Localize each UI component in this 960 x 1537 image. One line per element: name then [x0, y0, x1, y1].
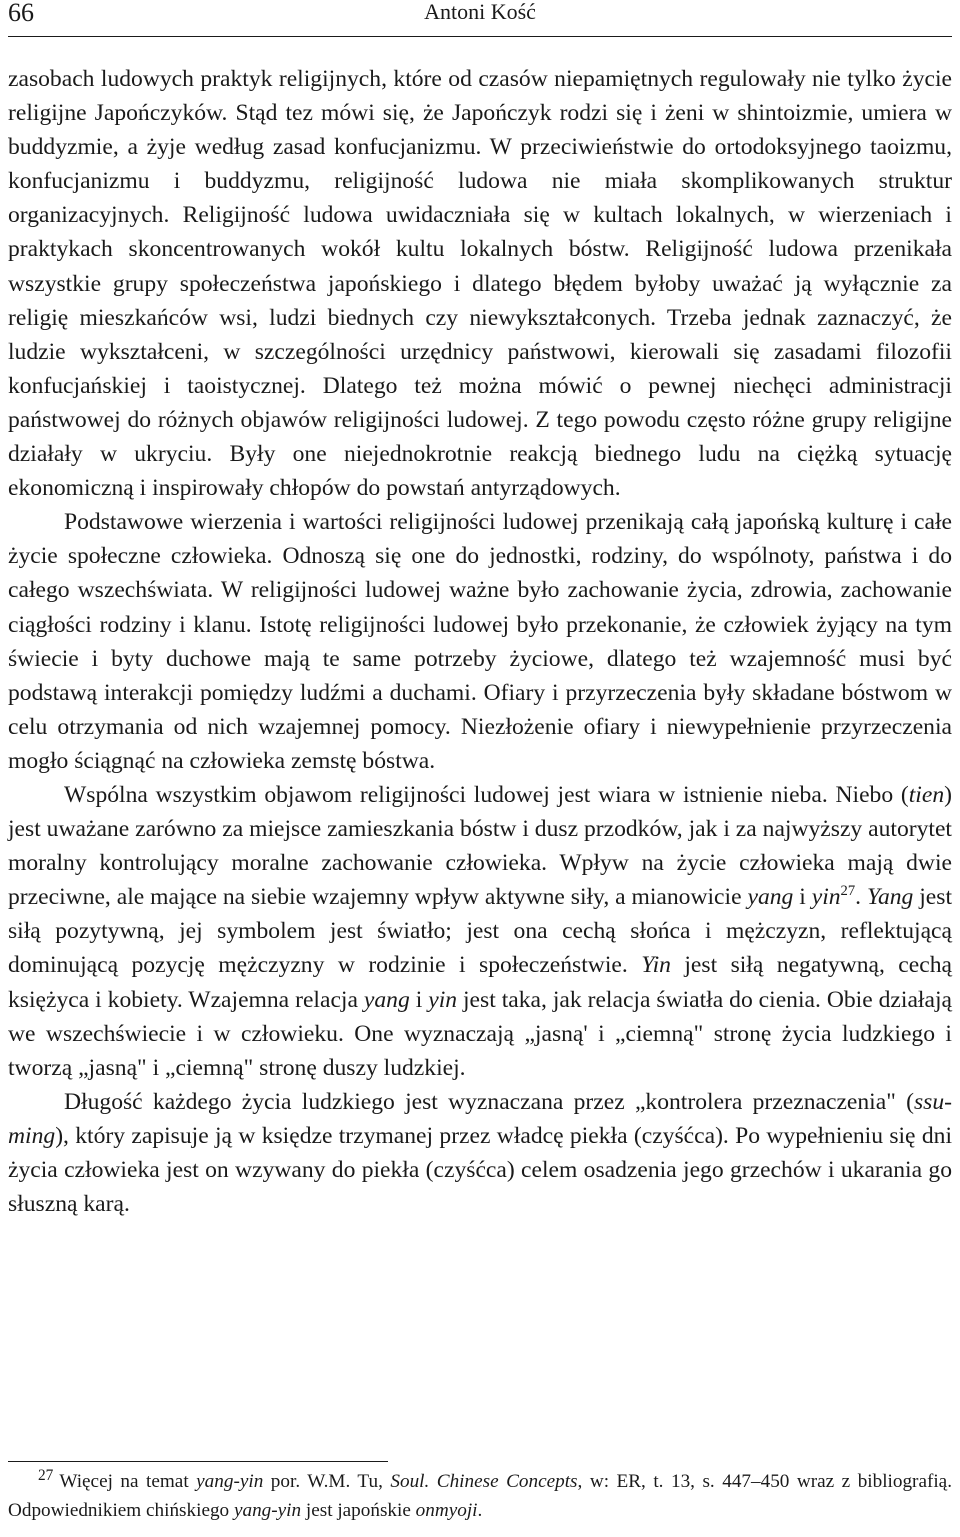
text-run: Wspólna wszystkim objawom religijności ludowej jest wiara w istnienie nieba. Niebo (: [64, 781, 909, 808]
text-run: .: [477, 1499, 483, 1521]
italic-term: Soul. Chinese Concepts: [390, 1471, 578, 1492]
text-run: i: [409, 986, 429, 1013]
footnote-ref: 27: [840, 883, 856, 900]
italic-term: ssu-ming: [8, 1088, 952, 1149]
running-head-author: Antoni Kość: [424, 0, 536, 24]
text-run: , w: ER, t. 13, s. 447–450 wraz z bibliografią. Odpowiednikiem chińskiego: [8, 1471, 952, 1521]
italic-term: yin: [428, 986, 458, 1013]
italic-term: onmyoji: [415, 1499, 478, 1521]
footnote-ref: 27: [38, 1466, 54, 1484]
italic-term: yang: [747, 884, 794, 911]
paragraph: [8, 1085, 952, 1221]
italic-term: yang-yin: [233, 1499, 302, 1521]
footnote-divider: [8, 1461, 388, 1462]
text-run: zasobach ludowych praktyk religijnych, które od czasów niepamiętnych regulowały nie tylko życie religijne Japończyków. Stąd tez mówi się, że Japończyk rodzi się i żeni w shintoizmie, umiera w buddyzmie, a żyje według zasad konfucjanizmu. W przeciwieństwie do ortodoksyjnego taoizmu, konfucjanizmu i buddyzmu, religijność ludowa nie miała skomplikowanych struktur organizacyjnych. Religijność ludowa uwidaczniała się w kultach lokalnych, w wierzeniach i praktykach skoncentrowanych wokół kultu lokalnych bóstw. Religijność ludowa przenikała wszystkie grupy społeczeństwa japońskiego i dlatego błędem byłoby uważać ją wyłącznie za religię mieszkańców wsi, ludzi biednych czy niewykształconych. Trzeba jednak zaznaczyć, że ludzie wykształceni, w szczególności urzędnicy państwowi, kierowali się zasadami filozofii konfucjańskiej i taoistycznej. Dlatego też można mówić o pewnej niechęci administracji państwowej do różnych objawów religijności ludowej. Z tego powodu często różne grupy religijne działały w ukryciu. Były one niejednokrotnie reakcją biednego ludu na ciężką sytuację ekonomiczną i inspirowały chłopów do powstań antyrządowych.: [8, 66, 952, 502]
paragraph: [8, 62, 952, 505]
italic-term: yin: [811, 884, 841, 911]
footnote-27: [8, 1468, 952, 1525]
text-run: jest taka, jak relacja światła do cienia. Obie działają we wszechświecie i w człowieku. One wyznaczają „jasną' i „ciemną" stronę życia ludzkiego i tworzą „jasną" i „ciemną" stronę duszy ludzkiej.: [8, 986, 952, 1081]
italic-term: tien: [908, 781, 945, 808]
text-run: ) jest uważane zarówno za miejsce zamieszkania bóstw i dusz przodków, jak i za najwyższy autorytet moralny kontrolujący moralne zachowanie człowieka. Wpływ na życie człowieka mają dwie przeciwne, ale mające na siebie wzajemny wpływ aktywne siły, a mianowicie: [8, 781, 952, 911]
text-run: Więcej na temat: [59, 1471, 197, 1492]
text-run: Długość każdego życia ludzkiego jest wyznaczana przez „kontrolera przeznaczenia" (: [64, 1088, 914, 1115]
italic-term: yang-yin: [196, 1471, 264, 1492]
text-run: jest siłą negatywną, cechą księżyca i kobiety. Wzajemna relacja: [8, 952, 952, 1013]
page-header: [8, 0, 952, 37]
italic-term: yang: [363, 986, 410, 1013]
italic-term: Yin: [641, 952, 671, 979]
body-text: [8, 62, 952, 1221]
text-run: por. W.M. Tu,: [263, 1471, 391, 1492]
page-number: 66: [8, 0, 34, 27]
text-run: ), który zapisuje ją w księdze trzymanej przez władcę piekła (czyśćca). Po wypełnieniu się dni życia człowieka jest on wzywany do piekła (czyśćca) celem osadzenia jego grzechów i ukarania go słuszną karą.: [8, 1122, 952, 1218]
paragraph: [8, 505, 952, 778]
text-run: Podstawowe wierzenia i wartości religijności ludowej przenikają całą japońską kulturę i całe życie społeczne człowieka. Odnoszą się one do jednostki, rodziny, do wspólnoty, państwa i do całego wszechświata. W religijności ludowej ważne było zachowanie życia, zdrowia, zachowanie ciągłości rodziny i klanu. Istotę religijności ludowej było przekonanie, że człowiek żyjący na tym świecie i byty duchowe mają te same potrzeby życiowe, dlatego też wzajemność musi być podstawą interakcji pomiędzy ludźmi a duchami. Ofiary i przyrzeczenia były składane bóstwom w celu otrzymania od nich wzajemnej pomocy. Niezłożenie ofiary i niewypełnienie przyrzeczenia mogło ściągnąć na człowieka zemstę bóstwa.: [8, 509, 952, 774]
text-run: .: [855, 884, 867, 911]
text-run: jest japońskie: [301, 1499, 416, 1521]
paragraph: [8, 778, 952, 1085]
text-run: i: [793, 884, 812, 911]
italic-term: Yang: [866, 884, 914, 911]
text-run: jest siłą pozytywną, jej symbolem jest światło; jest ona cechą słońca i mężczyzn, reflektującą dominującą pozycję mężczyzny w rodzinie i społeczeństwie.: [8, 884, 953, 979]
